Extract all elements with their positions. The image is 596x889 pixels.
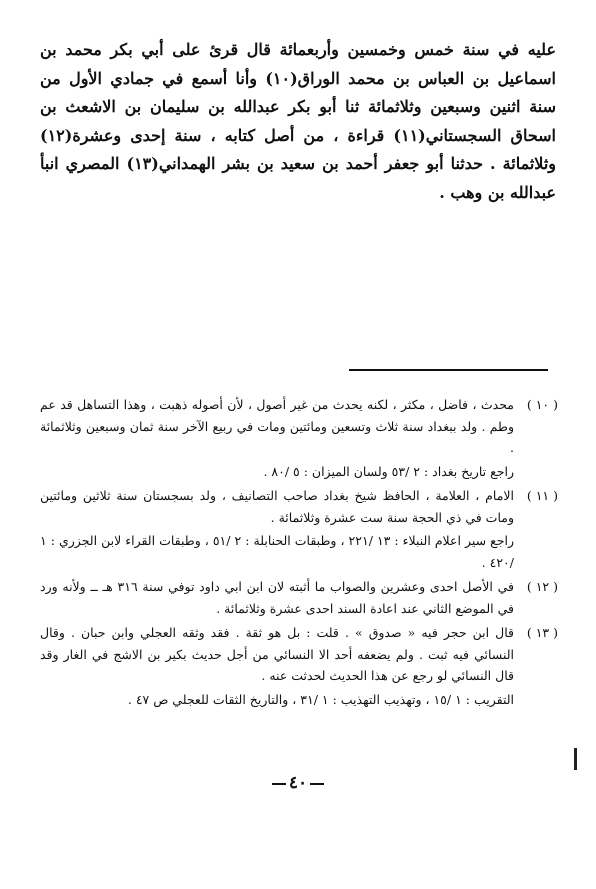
- footnote-number: ( ١٣ ): [526, 625, 558, 640]
- footnote-13: [40, 622, 558, 710]
- footnote-reference: التقريب : ١ /١٥ ، وتهذيب التهذيب : ١ /٣١ ، والتاريخ الثقات للعجلي ص ٤٧ .: [127, 691, 514, 707]
- margin-mark: [574, 748, 577, 770]
- main-text-block: [40, 36, 556, 207]
- page-number: [0, 773, 596, 793]
- footnote-number: ( ١٠ ): [526, 397, 558, 412]
- footnote-reference: راجع تاريخ بغداد : ٢ /٥٣ ولسان الميزان : ٥ /٨٠ .: [263, 463, 514, 479]
- footnote-text: في الأصل احدى وعشرين والصواب ما أثبته لان ابن ابي داود توفي سنة ٣١٦ هـ ــ ولأنه ورد في الموضع الثاني عند اعادة السند احدى عشرة وثلاثمائة .: [40, 579, 515, 616]
- footnote-number: ( ١١ ): [526, 488, 558, 503]
- page-number-dash: [272, 783, 286, 785]
- footnotes: [40, 394, 558, 713]
- footnote-separator: [349, 369, 548, 371]
- footnote-number: ( ١٢ ): [526, 579, 558, 594]
- footnote-text: الامام ، العلامة ، الحافظ شيخ بغداد صاحب التصانيف ، ولد بسجستان سنة ثلاثين ومائتين ومات في ذي الحجة سنة ست عشرة وثلاثمائة .: [40, 488, 514, 525]
- footnote-reference: راجع سير اعلام النبلاء : ١٣ /٢٢١ ، وطبقات الحنابلة : ٢ /٥١ ، وطبقات القراء لابن الجزري : ١ /٤٢٠ .: [40, 533, 515, 570]
- footnote-12: [40, 576, 558, 619]
- page-number-dash: [310, 783, 324, 785]
- footnote-10: [40, 394, 558, 482]
- footnote-text: قال ابن حجر فيه « صدوق » . قلت : بل هو ثقة . فقد وثقه العجلي وابن حبان . وقال النسائي فيه ثبت . ولم يضعفه أحد الا النسائي من أجل حديث بكير بن الاشج في الغار وقد قال النسائي لو رجع عن هذا الحديث لحدثت عنه .: [40, 625, 514, 683]
- page-number-value: ٤٠: [288, 773, 308, 793]
- footnote-11: [40, 485, 558, 573]
- main-paragraph: عليه في سنة خمس وخمسين وأربعمائة قال قرئ على أبي بكر محمد بن اسماعيل بن العباس بن محمد الوراق(١٠) وأنا أسمع في جمادي الأول من سنة اثنين وسبعين وثلاثمائة ثنا أبو بكر عبدالله بن سليمان بن الاشعث بن اسحاق السجستاني(١١) قراءة ، من أصل كتابه ، سنة إحدى وعشرة(١٢) وثلاثمائة . حدثنا أبو جعفر أحمد بن سعيد بن بشر الهمداني(١٣) المصري انبأ عبدالله بن وهب .: [40, 40, 557, 202]
- footnote-text: محدث ، فاضل ، مكثر ، لكنه يحدث من غير أصول ، لأن أصوله ذهبت ، وهذا التساهل قد عم وطم . ولد ببغداد سنة ثلاث وتسعين ومائتين ومات في ربيع الآخر سنة ثمان وسبعين وثلاثمائة .: [40, 397, 514, 455]
